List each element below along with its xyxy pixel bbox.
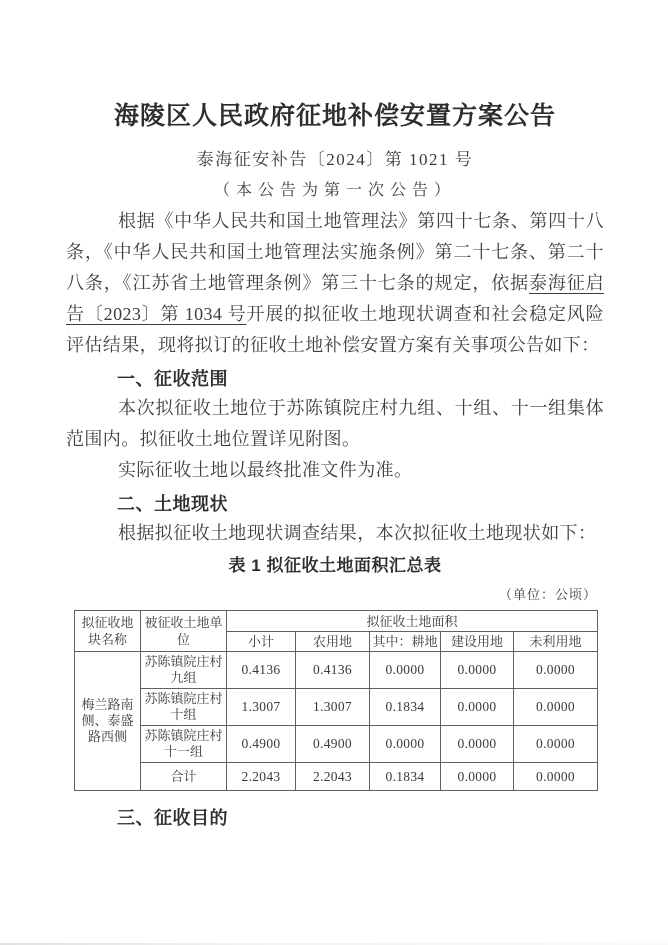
- col-subheader: 农用地: [296, 632, 370, 652]
- table-row: [75, 726, 598, 763]
- area-value-cell: 0.4900: [296, 726, 370, 763]
- land-area-table: [74, 610, 598, 791]
- unit-cell: 苏陈镇院庄村九组: [141, 652, 227, 689]
- area-value-cell: 1.3007: [296, 689, 370, 726]
- col-subheader: 其中：耕地: [370, 632, 441, 652]
- col-header-unit: 被征收土地单位: [141, 611, 227, 652]
- area-value-cell: 0.4900: [227, 726, 296, 763]
- col-header-area-group: 拟征收土地面积: [227, 611, 598, 632]
- area-value-cell: 0.0000: [514, 763, 598, 791]
- unit-cell: 苏陈镇院庄村十组: [141, 689, 227, 726]
- unit-cell: 苏陈镇院庄村十一组: [141, 726, 227, 763]
- intro-text-segment: 开展的拟征收土地现状调查和社会稳定风险评估结果，现将拟订的征收土地补偿安置方案有关事项公告如下：: [66, 304, 604, 355]
- section-1-heading: 一、征收范围: [117, 369, 228, 389]
- area-value-cell: 0.0000: [441, 652, 514, 689]
- table-row: [75, 763, 598, 791]
- section-3-heading: 三、征收目的: [117, 808, 228, 828]
- area-value-cell: 0.0000: [514, 689, 598, 726]
- intro-paragraph: [66, 206, 604, 361]
- area-value-cell: 0.1834: [370, 689, 441, 726]
- doc-subtitle: （本公告为第一次公告）: [213, 182, 456, 199]
- area-value-cell: 0.0000: [441, 763, 514, 791]
- section-2-paragraph-1: 根据拟征收土地现状调查结果，本次拟征收土地现状如下：: [118, 523, 597, 543]
- table-row: [75, 689, 598, 726]
- table-unit-note: （单位：公顷）: [498, 587, 597, 602]
- col-subheader: 建设用地: [441, 632, 514, 652]
- col-subheader: 小计: [227, 632, 296, 652]
- area-value-cell: 0.1834: [370, 763, 441, 791]
- area-value-cell: 0.0000: [441, 689, 514, 726]
- table-title: 表 1 拟征收土地面积汇总表: [228, 556, 442, 575]
- col-header-block-name: 拟征收地块名称: [75, 611, 141, 652]
- area-value-cell: 2.2043: [296, 763, 370, 791]
- unit-cell: 合计: [141, 763, 227, 791]
- doc-number: 泰海征安补告〔2024〕第 1021 号: [196, 150, 474, 169]
- page-title: 海陵区人民政府征地补偿安置方案公告: [113, 102, 556, 130]
- area-value-cell: 0.0000: [441, 726, 514, 763]
- area-value-cell: 2.2043: [227, 763, 296, 791]
- area-value-cell: 0.0000: [370, 726, 441, 763]
- section-2-heading: 二、土地现状: [117, 494, 228, 514]
- section-1-paragraph-1: 本次拟征收土地位于苏陈镇院庄村九组、十组、十一组集体范围内。拟征收土地位置详见附图。: [66, 398, 604, 449]
- area-value-cell: 0.4136: [296, 652, 370, 689]
- intro-text-segment: 根据《中华人民共和国土地管理法》第四十七条、第四十八条，《中华人民共和国土地管理法实施条例》第二十七条、第二十八条，《江苏省土地管理条例》第三十七条的规定，依据: [66, 211, 604, 293]
- col-subheader: 未利用地: [514, 632, 598, 652]
- area-value-cell: 0.0000: [370, 652, 441, 689]
- area-value-cell: 0.0000: [514, 652, 598, 689]
- basis-doc-reference: 泰海征启告〔2023〕第 1034 号: [66, 273, 604, 324]
- area-value-cell: 0.0000: [514, 726, 598, 763]
- table-row: [75, 652, 598, 689]
- area-value-cell: 1.3007: [227, 689, 296, 726]
- section-1-paragraph-2: 实际征收土地以最终批准文件为准。: [118, 460, 413, 480]
- block-name-cell: 梅兰路南侧、泰盛路西侧: [75, 652, 141, 791]
- area-value-cell: 0.4136: [227, 652, 296, 689]
